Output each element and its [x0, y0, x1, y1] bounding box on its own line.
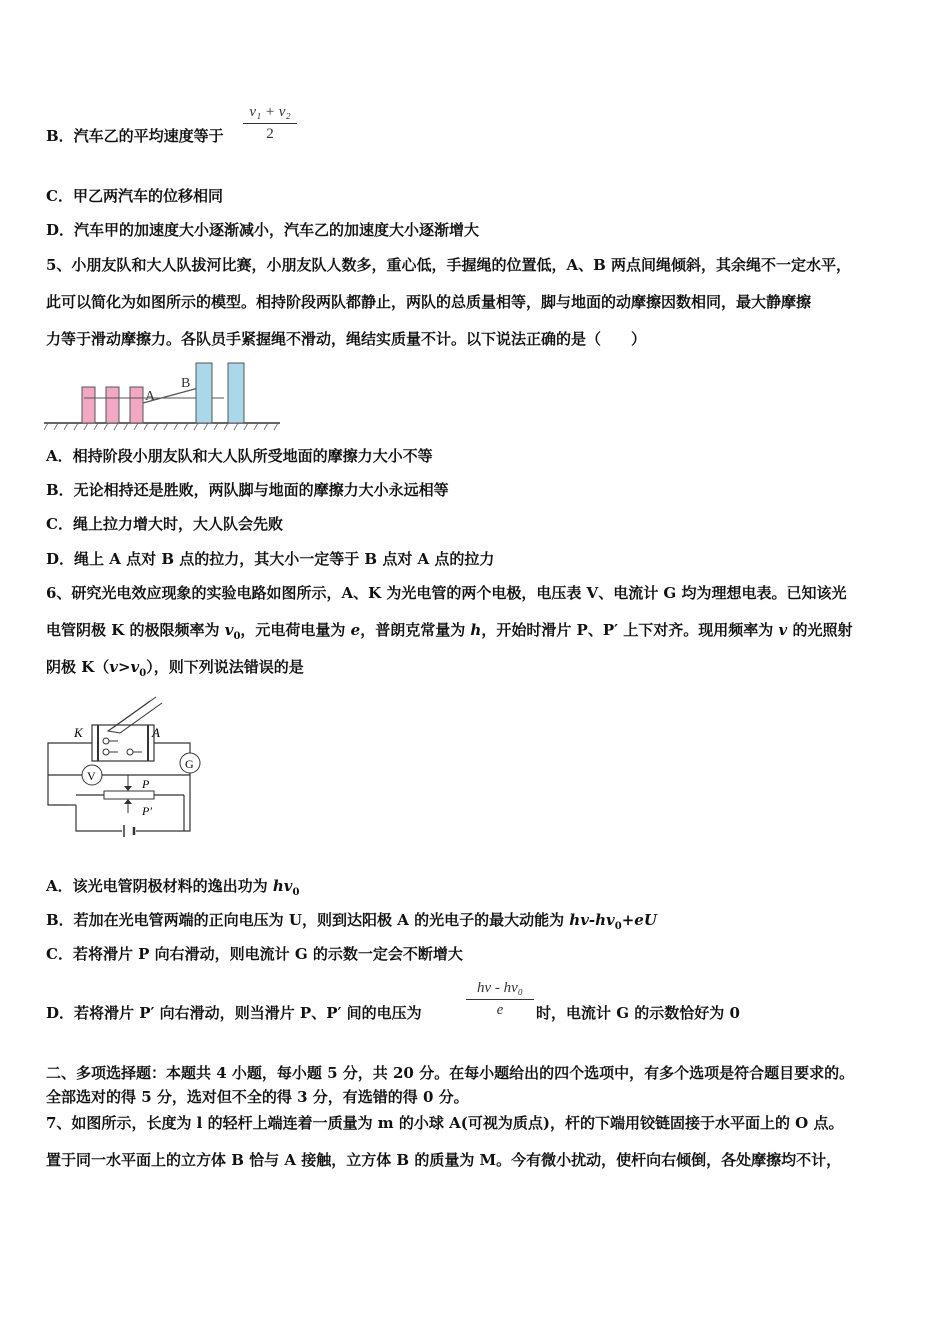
fraction-numerator: v₁ + v₂ — [249, 104, 291, 120]
label-p2: P′ — [142, 804, 152, 818]
q6-option-d: D．若将滑片 P′ 向右滑动，则当滑片 P、P′ 间的电压为 — [46, 1004, 422, 1022]
q4-option-c: C．甲乙两汽车的位移相同 — [46, 187, 223, 205]
q6-option-b: B．若加在光电管两端的正向电压为 U，则到达阳极 A 的光电子的最大动能为 $hv-hv_0+eU$ — [46, 911, 657, 932]
q5-stem-line3: 力等于滑动摩擦力。各队员手紧握绳不滑动，绳结实质量不计。以下说法正确的是（ ） — [46, 330, 647, 348]
fraction-numerator: hv - hv₀ — [476, 980, 524, 996]
q6-stem-line1: 6、研究光电效应现象的实验电路如图所示，A、K 为光电管的两个电极，电压表 V、电流计 G 均为理想电表。已知该光 — [46, 584, 847, 602]
section2-header-line2: 全部选对的得 5 分，选对但不全的得 3 分，有选错的得 0 分。 — [46, 1088, 469, 1106]
q6-option-d-fraction — [466, 980, 534, 1019]
child-block-3 — [130, 387, 143, 423]
q5-stem-line2: 此可以简化为如图所示的模型。相持阶段两队都静止，两队的总质量相等，脚与地面的动摩擦因数相同，最大静摩擦 — [46, 293, 812, 311]
label-b: B — [181, 376, 191, 391]
q5-option-c: C．绳上拉力增大时，大人队会先败 — [46, 515, 283, 533]
child-block-2 — [106, 387, 119, 423]
q6-option-a: A．该光电管阴极材料的逸出功为 $hv_0$ — [46, 877, 300, 898]
photoelectric-circuit-figure — [44, 695, 214, 840]
label-k: K — [74, 725, 83, 740]
q6-option-c: C．若将滑片 P 向右滑动，则电流计 G 的示数一定会不断增大 — [46, 945, 463, 963]
adult-block-1 — [196, 363, 212, 423]
adult-block-2 — [228, 363, 244, 423]
q4-option-b-text: B．汽车乙的平均速度等于 — [46, 127, 224, 145]
label-a: A — [145, 389, 156, 404]
q7-stem-line2: 置于同一水平面上的立方体 B 恰与 A 接触，立方体 B 的质量为 M。今有微小扰动，使杆向右倾倒，各处摩擦均不计， — [46, 1151, 842, 1169]
label-g: G — [185, 757, 194, 771]
q7-stem-line1: 7、如图所示，长度为 l 的轻杆上端连着一质量为 m 的小球 A(可视为质点)，杆的下端用铰链固接于水平面上的 O 点。 — [46, 1114, 844, 1132]
tug-of-war-figure — [44, 360, 284, 432]
q5-option-b: B．无论相持还是胜败，两队脚与地面的摩擦力大小永远相等 — [46, 481, 449, 499]
circuit-wires — [48, 743, 190, 831]
q4-option-b — [46, 126, 224, 146]
fraction-denominator: e — [496, 1002, 504, 1018]
fraction-bar — [466, 999, 534, 1000]
q6-stem-line3: 阴极 $K(v>v_0)$，则下列说法错误的是 — [46, 658, 304, 679]
label-v: V — [87, 769, 96, 783]
q5-option-a: A．相持阶段小朋友队和大人队所受地面的摩擦力大小不等 — [46, 447, 433, 465]
q6-option-d-tail: 时，电流计 G 的示数恰好为 0 — [536, 1004, 740, 1022]
q6-stem-line2: 电管阴极 K 的极限频率为 $v_0$，元电荷电量为 e，普朗克常量为 h，开始时滑片 P、P′ 上下对齐。现用频率为 v 的光照射 — [46, 621, 853, 642]
slider-p2-arrow — [124, 799, 132, 804]
rheostat — [104, 791, 154, 799]
label-p: P — [142, 777, 150, 791]
q4-option-b-fraction — [243, 104, 297, 143]
fraction-denominator: 2 — [266, 126, 274, 142]
ground-hatching — [44, 423, 278, 430]
fraction-bar — [243, 123, 297, 124]
child-block-1 — [82, 387, 95, 423]
section2-header-line1: 二、多项选择题：本题共 4 小题，每小题 5 分，共 20 分。在每小题给出的四个选项中，有多个选项是符合题目要求的。 — [46, 1064, 855, 1082]
electron-arrows — [103, 738, 142, 755]
label-a: A — [152, 725, 160, 740]
q4-option-d: D．汽车甲的加速度大小逐渐减小，汽车乙的加速度大小逐渐增大 — [46, 221, 480, 239]
q5-stem-line1: 5、小朋友队和大人队拔河比赛，小朋友队人数多，重心低，手握绳的位置低，A、B 两点间绳倾斜，其余绳不一定水平， — [46, 256, 851, 274]
q5-option-d: D．绳上 A 点对 B 点的拉力，其大小一定等于 B 点对 A 点的拉力 — [46, 550, 495, 568]
slider-p-arrow — [124, 786, 132, 791]
